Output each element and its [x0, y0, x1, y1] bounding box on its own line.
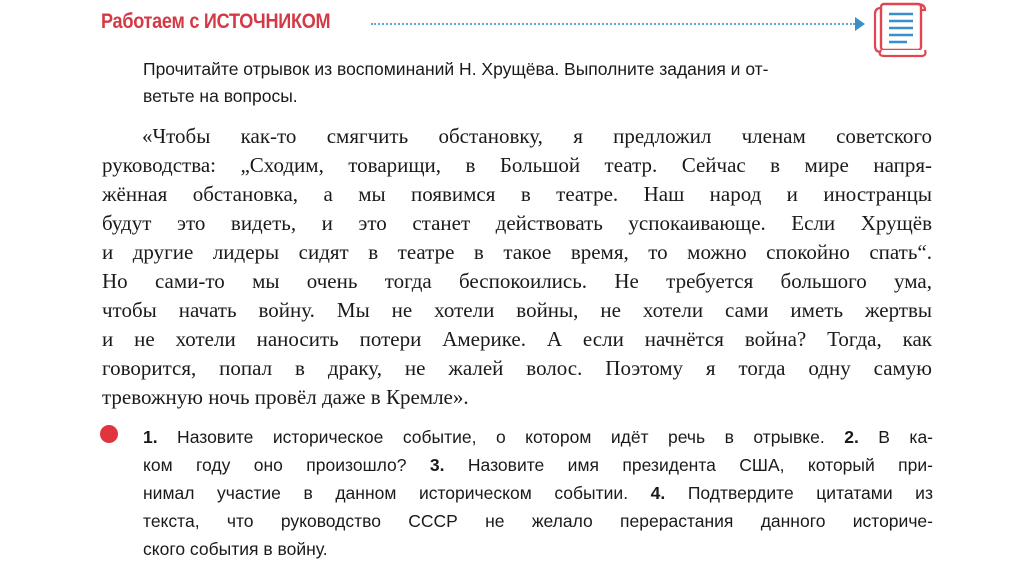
- excerpt-line: Но сами-то мы очень тогда беспокоились. Не требуется большого ума,: [102, 269, 932, 293]
- questions-line: [143, 423, 933, 451]
- excerpt-line: руководства: „Сходим, товарищи, в Большой театр. Сейчас в мире напря-: [102, 153, 932, 177]
- excerpt-line: жённая обстановка, а мы появимся в театре. Наш народ и иностранцы: [102, 182, 932, 206]
- section-header: [101, 8, 931, 48]
- excerpt-line: чтобы начать войну. Мы не хотели войны, не хотели сами иметь жертвы: [102, 298, 932, 322]
- task-instruction: [143, 56, 933, 110]
- excerpt-line: тревожную ночь провёл даже в Кремле».: [102, 385, 469, 409]
- section-title-lead: Работаем с: [101, 10, 204, 33]
- arrow-head-icon: [855, 17, 865, 31]
- instruction-line: Прочитайте отрывок из воспоминаний Н. Хрущёва. Выполните задания и от-: [143, 59, 769, 79]
- question-text: нимал участие в данном историческом событии.: [143, 483, 651, 503]
- question-number: 2.: [844, 427, 859, 447]
- dotted-rule: [371, 23, 855, 25]
- question-number: 4.: [650, 483, 666, 503]
- excerpt-line: говорится, попал в драку, не жалей волос. Поэтому я тогда одну самую: [102, 356, 932, 380]
- questions-line: [143, 535, 933, 563]
- question-text: ского события в войну.: [143, 539, 328, 559]
- instruction-line: ветьте на вопросы.: [143, 86, 298, 106]
- section-title-emphasis: ИСТОЧНИКОМ: [203, 10, 331, 33]
- questions-block: [143, 423, 933, 563]
- question-text: Назовите историческое событие, о котором идёт речь в отрывке.: [157, 427, 845, 447]
- questions-line: [143, 479, 933, 507]
- excerpt-line: будут это видеть, и это станет действовать успокаивающе. Если Хрущёв: [102, 211, 932, 235]
- section-title: [101, 10, 330, 34]
- excerpt-line: и не хотели наносить потери Америке. А если начнётся война? Тогда, как: [102, 327, 932, 351]
- questions-line: [143, 451, 933, 479]
- question-bullet-icon: [100, 425, 118, 443]
- question-text: ком году оно произошло?: [143, 455, 430, 475]
- excerpt-line: и другие лидеры сидят в театре в такое время, то можно спокойно спать“.: [102, 240, 932, 264]
- question-number: 3.: [429, 455, 445, 475]
- question-text: Назовите имя президента США, который при-: [444, 455, 933, 475]
- source-excerpt: [102, 122, 932, 412]
- scroll-document-icon: [871, 0, 931, 58]
- questions-line: [143, 507, 933, 535]
- question-text: В ка-: [858, 427, 934, 447]
- question-text: текста, что руководство СССР не желало перерастания данного историче-: [143, 511, 933, 531]
- question-text: Подтвердите цитатами из: [665, 483, 933, 503]
- excerpt-line: «Чтобы как-то смягчить обстановку, я предложил членам советского: [142, 124, 932, 148]
- question-number: 1.: [143, 427, 158, 447]
